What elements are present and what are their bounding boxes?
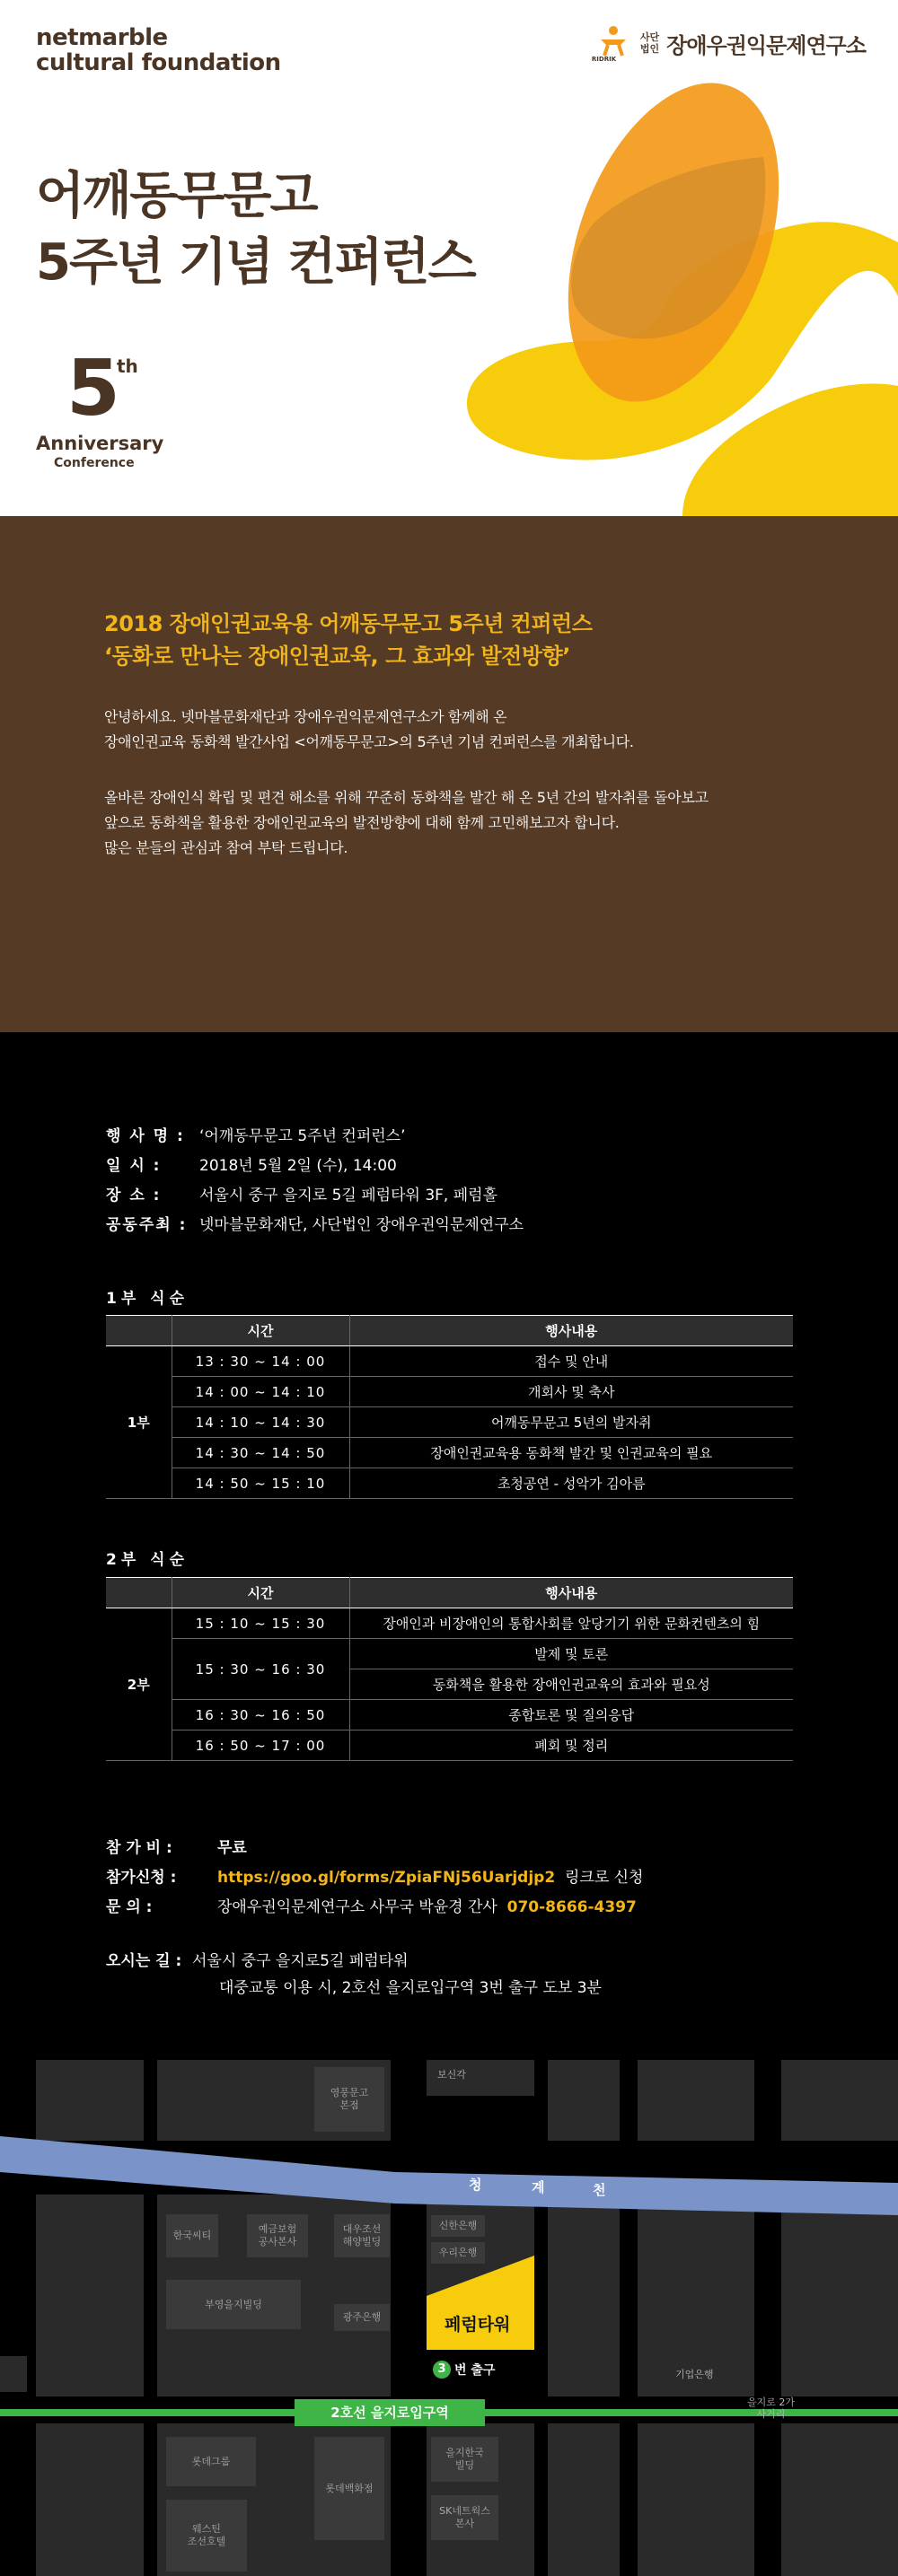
crossroad-line1: 을지로 2가 bbox=[747, 2396, 795, 2408]
table-header-blank bbox=[106, 1316, 172, 1346]
para-line: 많은 분들의 관심과 참여 부탁 드립니다. bbox=[104, 839, 348, 856]
apply-row bbox=[106, 1863, 643, 1893]
info-row bbox=[106, 1181, 524, 1211]
contact-info bbox=[106, 1834, 643, 1923]
building-lotte-dept: 롯데백화점 bbox=[314, 2437, 384, 2540]
directions-line1: 서울시 중구 을지로5길 페럼타워 bbox=[192, 1952, 409, 1970]
directions-line2: 대중교통 이용 시, 2호선 을지로입구역 3번 출구 도보 3분 bbox=[219, 1979, 602, 1997]
intro-headline bbox=[104, 608, 592, 672]
headline-line2: ‘동화로 만나는 장애인권교육, 그 효과와 발전방향’ bbox=[104, 644, 570, 669]
content-cell: 접수 및 안내 bbox=[349, 1346, 793, 1377]
building-label: 예금보험 bbox=[258, 2223, 297, 2235]
info-row bbox=[106, 1152, 524, 1181]
time-cell: 14 : 50 ~ 15 : 10 bbox=[172, 1468, 349, 1499]
table-header-row bbox=[106, 1578, 793, 1608]
building-label: 해양빌딩 bbox=[342, 2236, 382, 2247]
corp-line2: 법인 bbox=[639, 43, 660, 55]
building-ulji-hankook bbox=[431, 2437, 498, 2482]
table-row bbox=[106, 1730, 793, 1761]
time-cell: 14 : 30 ~ 14 : 50 bbox=[172, 1438, 349, 1468]
building-label: 영풍문고 bbox=[330, 2087, 369, 2098]
table-row bbox=[106, 1346, 793, 1377]
org-abbr: RIDRIK bbox=[591, 56, 617, 63]
badge-line2: Conference bbox=[54, 456, 135, 470]
stream-char: 천 bbox=[593, 2182, 606, 2198]
title-line2: 5주년 기념 컨퍼런스 bbox=[36, 233, 475, 292]
part-label: 1부 bbox=[106, 1346, 172, 1499]
time-cell: 16 : 30 ~ 16 : 50 bbox=[172, 1700, 349, 1730]
table-row bbox=[106, 1639, 793, 1669]
info-value: 넷마블문화재단, 사단법인 장애우권익문제연구소 bbox=[199, 1216, 524, 1234]
info-label: 행 사 명 : bbox=[106, 1127, 185, 1145]
poster-header bbox=[0, 0, 898, 516]
apply-suffix: 링크로 신청 bbox=[564, 1869, 644, 1887]
building-lotte-group: 롯데그룹 bbox=[166, 2437, 256, 2486]
building-gwangju-bank: 광주은행 bbox=[334, 2304, 390, 2331]
apply-label: 참가신청 : bbox=[106, 1869, 177, 1887]
schedule2-title: 2부 식순 bbox=[106, 1551, 189, 1569]
content-cell: 초청공연 - 성악가 김아름 bbox=[349, 1468, 793, 1499]
bosingak-label: 보신각 bbox=[437, 2069, 466, 2081]
inquiry-value: 장애우권익문제연구소 사무국 박윤경 간사 bbox=[217, 1898, 497, 1916]
exit-label: 번 출구 bbox=[454, 2363, 496, 2378]
inquiry-row bbox=[106, 1893, 643, 1923]
content-cell: 발제 및 토론 bbox=[349, 1639, 793, 1669]
content-cell: 장애인권교육용 동화책 발간 및 인권교육의 필요 bbox=[349, 1438, 793, 1468]
exit-number-icon: 3 bbox=[433, 2361, 451, 2379]
badge-suffix: th bbox=[117, 355, 138, 377]
fee-row bbox=[106, 1834, 643, 1863]
building-label: 대우조선 bbox=[342, 2223, 382, 2235]
table-row bbox=[106, 1700, 793, 1730]
building-label: 을지한국 bbox=[445, 2447, 484, 2458]
org-corp-label bbox=[640, 31, 659, 55]
info-value: 2018년 5월 2일 (수), 14:00 bbox=[199, 1157, 397, 1175]
logo-line1: netmarble bbox=[36, 24, 168, 51]
corp-line1: 사단 bbox=[639, 31, 660, 43]
para-line: 앞으로 동화책을 활용한 장애인권교육의 발전방향에 대해 함께 고민해보고자 합니다. bbox=[104, 814, 620, 831]
schedule1-title: 1부 식순 bbox=[106, 1290, 189, 1308]
ferrum-tower-label: 페럼타워 bbox=[445, 2315, 511, 2335]
event-info bbox=[106, 1122, 524, 1240]
info-value: ‘어깨동무문고 5주년 컨퍼런스’ bbox=[199, 1127, 406, 1145]
info-label: 공동주최 : bbox=[106, 1216, 188, 1234]
building-label: 빌딩 bbox=[454, 2459, 475, 2471]
badge-line1: Anniversary bbox=[36, 433, 164, 454]
info-value: 서울시 중구 을지로 5길 페럼타워 3F, 페럼홀 bbox=[199, 1187, 497, 1205]
table-header-time: 시간 bbox=[172, 1316, 349, 1346]
building-citibank: 한국씨티 bbox=[166, 2214, 218, 2257]
building-label: 공사본사 bbox=[258, 2236, 297, 2247]
time-cell: 16 : 50 ~ 17 : 00 bbox=[172, 1730, 349, 1761]
para-line: 장애인권교육 동화책 발간사업 <어깨동무문고>의 5주년 기념 컨퍼런스를 개최합니다. bbox=[104, 733, 634, 750]
building-woori-bank: 우리은행 bbox=[431, 2242, 485, 2264]
info-row bbox=[106, 1211, 524, 1240]
ibk-bank-label: 기업은행 bbox=[675, 2369, 714, 2380]
content-cell: 장애인과 비장애인의 통합사회를 앞당기기 위한 문화컨텐츠의 힘 bbox=[349, 1608, 793, 1639]
building-kdic bbox=[247, 2214, 308, 2257]
building-westin bbox=[166, 2500, 247, 2572]
time-cell: 14 : 00 ~ 14 : 10 bbox=[172, 1377, 349, 1407]
netmarble-logo bbox=[36, 25, 281, 75]
building-label: 본사 bbox=[454, 2518, 475, 2529]
title-line1: 어깨동무문고 bbox=[36, 167, 317, 225]
directions bbox=[106, 1948, 602, 2002]
exit-3-marker bbox=[433, 2361, 495, 2379]
table-header-time: 시간 bbox=[172, 1578, 349, 1608]
table-row bbox=[106, 1438, 793, 1468]
content-cell: 동화책을 활용한 장애인권교육의 효과와 필요성 bbox=[349, 1669, 793, 1700]
table-row bbox=[106, 1468, 793, 1499]
table-header-row bbox=[106, 1316, 793, 1346]
org-name: 장애우권익문제연구소 bbox=[666, 32, 866, 58]
para-line: 올바른 장애인식 확립 및 편견 해소를 위해 꾸준히 동화책을 발간 해 온 5년 간의 발자취를 돌아보고 bbox=[104, 789, 709, 806]
time-cell: 15 : 30 ~ 16 : 30 bbox=[172, 1639, 349, 1700]
inquiry-phone[interactable]: 070-8666-4397 bbox=[506, 1898, 637, 1916]
schedule2-table bbox=[106, 1577, 793, 1761]
apply-link[interactable]: https://goo.gl/forms/ZpiaFNj56Uarjdjp2 bbox=[217, 1869, 556, 1887]
content-cell: 어깨동무문고 5년의 발자취 bbox=[349, 1407, 793, 1438]
building-label: SK네트웍스 bbox=[439, 2505, 490, 2517]
schedule1-table bbox=[106, 1315, 793, 1499]
ferrum-tower-marker bbox=[427, 2256, 534, 2350]
table-header-content: 행사내용 bbox=[349, 1578, 793, 1608]
building-label: 조선호텔 bbox=[187, 2536, 226, 2547]
time-cell: 14 : 10 ~ 14 : 30 bbox=[172, 1407, 349, 1438]
building-youngpoong bbox=[314, 2067, 384, 2132]
building-label: 본점 bbox=[339, 2099, 359, 2111]
time-cell: 15 : 10 ~ 15 : 30 bbox=[172, 1608, 349, 1639]
content-cell: 종합토론 및 질의응답 bbox=[349, 1700, 793, 1730]
table-header-blank bbox=[106, 1578, 172, 1608]
stream-char: 계 bbox=[532, 2179, 545, 2195]
intro-section bbox=[0, 516, 898, 1032]
stream-char: 청 bbox=[469, 2177, 482, 2193]
part-label: 2부 bbox=[106, 1608, 172, 1761]
intro-paragraph-1 bbox=[104, 705, 634, 755]
building-daewoo bbox=[334, 2214, 390, 2257]
table-row bbox=[106, 1377, 793, 1407]
euljiro-station-label: 2호선 을지로입구역 bbox=[295, 2399, 485, 2426]
ridrik-logo bbox=[591, 23, 866, 63]
building-label: 웨스틴 bbox=[192, 2523, 221, 2535]
intro-paragraph-2 bbox=[104, 785, 709, 861]
location-map bbox=[0, 2051, 898, 2576]
info-row bbox=[106, 1122, 524, 1152]
building-shinhan-bank: 신한은행 bbox=[431, 2215, 485, 2237]
content-cell: 개회사 및 축사 bbox=[349, 1377, 793, 1407]
building-buyoung: 부영을지빌딩 bbox=[166, 2280, 301, 2329]
directions-label: 오시는 길 : bbox=[106, 1952, 182, 1970]
inquiry-label: 문 의 : bbox=[106, 1898, 153, 1916]
crossroad-line2: 사거리 bbox=[756, 2408, 786, 2420]
euljiro-2ga-crossroad bbox=[747, 2396, 795, 2420]
logo-line2: cultural foundation bbox=[36, 49, 281, 76]
table-header-content: 행사내용 bbox=[349, 1316, 793, 1346]
ridrik-mark-icon bbox=[591, 23, 633, 63]
info-label: 일 시 : bbox=[106, 1157, 162, 1175]
table-row bbox=[106, 1407, 793, 1438]
para-line: 안녕하세요. 넷마블문화재단과 장애우권익문제연구소가 함께해 온 bbox=[104, 708, 507, 725]
building-sk-networks bbox=[431, 2495, 498, 2540]
fee-value: 무료 bbox=[217, 1839, 247, 1857]
badge-number: 5 bbox=[66, 344, 120, 434]
time-cell: 13 : 30 ~ 14 : 00 bbox=[172, 1346, 349, 1377]
content-cell: 폐회 및 정리 bbox=[349, 1730, 793, 1761]
page-title bbox=[36, 163, 475, 296]
headline-line1: 2018 장애인권교육용 어깨동무문고 5주년 컨퍼런스 bbox=[104, 611, 593, 636]
fee-label: 참 가 비 : bbox=[106, 1839, 172, 1857]
info-label: 장 소 : bbox=[106, 1187, 162, 1205]
table-row bbox=[106, 1608, 793, 1639]
